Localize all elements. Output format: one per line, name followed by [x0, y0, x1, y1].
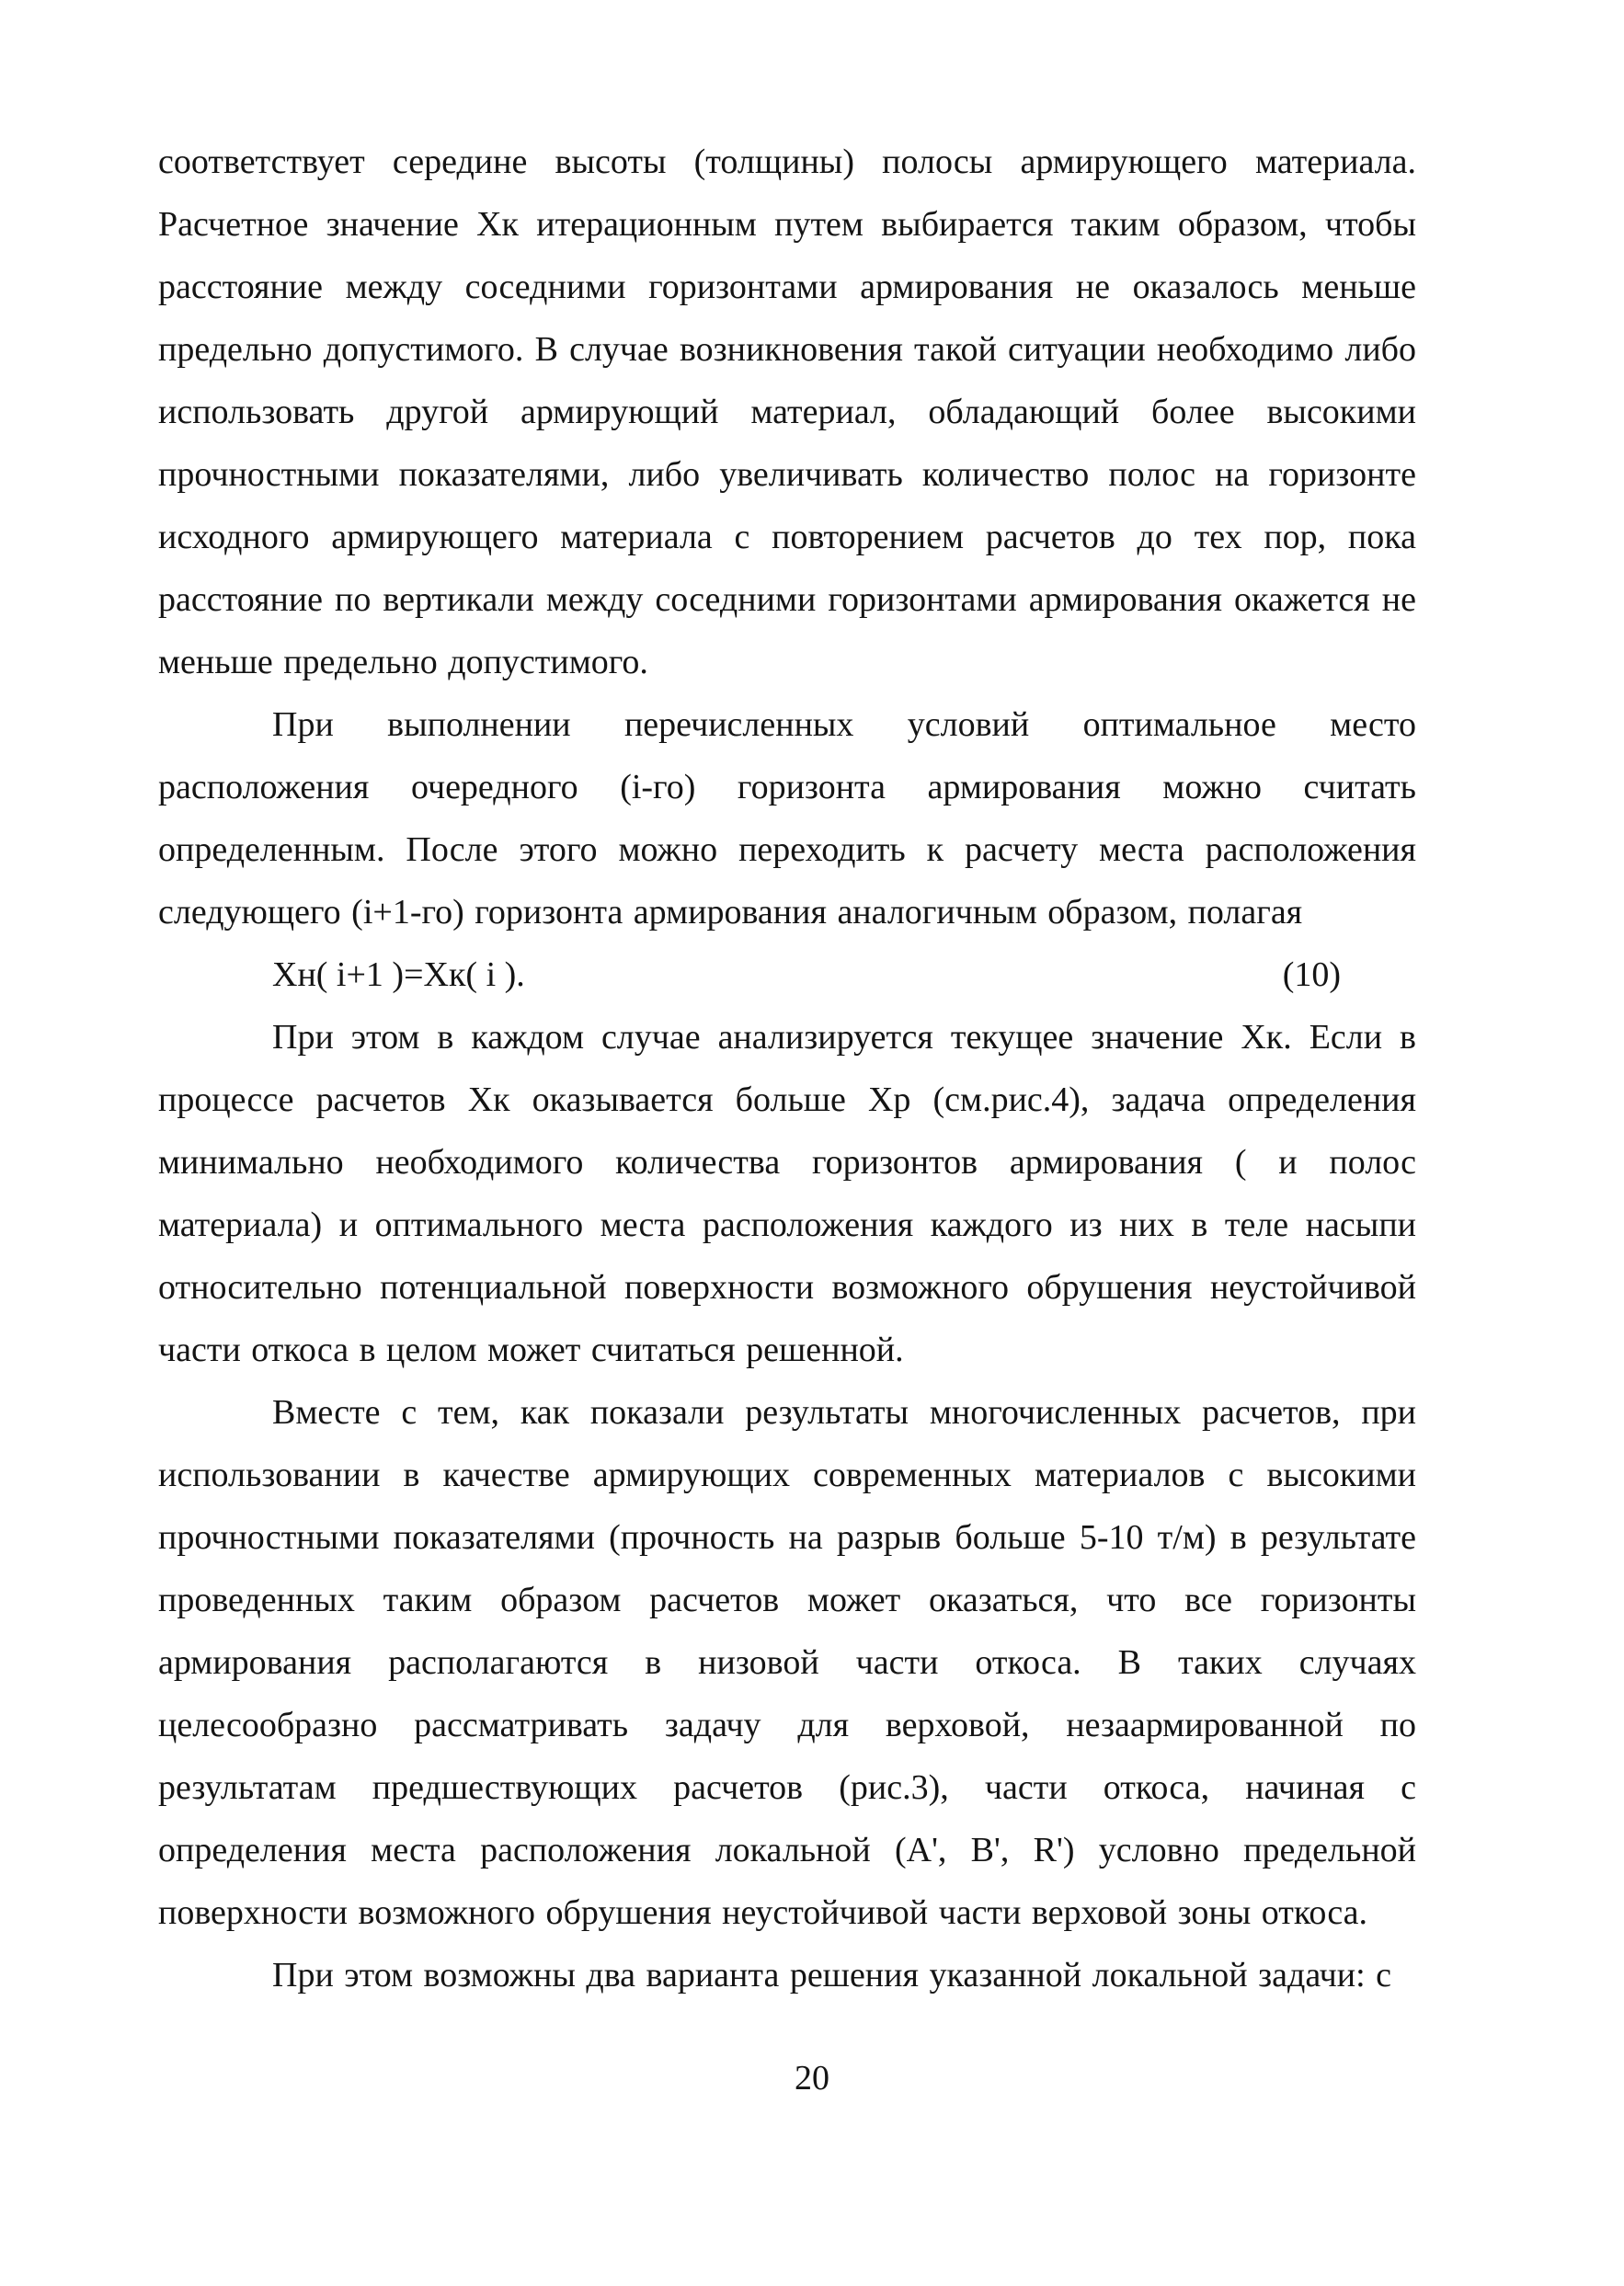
- formula-expression: Хн( i+1 )=Хк( i ).: [272, 955, 525, 994]
- formula-number: (10): [1282, 955, 1341, 994]
- formula-line: [158, 943, 1416, 1006]
- paragraph-5: При этом возможны два варианта решения указанной локальной задачи: с: [272, 1956, 1392, 1995]
- paragraph-2: При выполнении перечисленных условий оптимальное место расположения очередного (i-го) горизонта армирования можно считать определенным. После этого можно переходить к расчету места расположения следующего (i+1-го) горизонта армирования аналогичным образом, полагая: [158, 705, 1416, 932]
- body-text: [158, 131, 1416, 2006]
- paragraph-3: При этом в каждом случае анализируется текущее значение Хк. Если в процессе расчетов Хк оказывается больше Хр (см.рис.4), задача определения минимально необходимого количества горизонтов армирования ( и полос материала) и оптимального места расположения каждого из них в теле насыпи относительно потенциальной поверхности возможного обрушения неустойчивой части откоса в целом может считаться решенной.: [158, 1018, 1416, 1369]
- paragraph-4: Вместе с тем, как показали результаты многочисленных расчетов, при использовании в качестве армирующих современных материалов с высокими прочностными показателями (прочность на разрыв больше 5-10 т/м) в результате проведенных таким образом расчетов может оказаться, что все горизонты армирования располагаются в низовой части откоса. В таких случаях целесообразно рассматривать задачу для верховой, незаармированной по результатам предшествующих расчетов (рис.3), части откоса, начиная с определения места расположения локальной (А', В', R') условно предельной поверхности возможного обрушения неустойчивой части верховой зоны откоса.: [158, 1393, 1416, 1932]
- paragraph-1: соответствует середине высоты (толщины) полосы армирующего материала. Расчетное значение Хк итерационным путем выбирается таким образом, чтобы расстояние между соседними горизонтами армирования не оказалось меньше предельно допустимого. В случае возникновения такой ситуации необходимо либо использовать другой армирующий материал, обладающий более высокими прочностными показателями, либо увеличивать количество полос на горизонте исходного армирующего материала с повторением расчетов до тех пор, пока расстояние по вертикали между соседними горизонтами армирования окажется не меньше предельно допустимого.: [158, 143, 1416, 681]
- page-number: 20: [795, 2059, 829, 2097]
